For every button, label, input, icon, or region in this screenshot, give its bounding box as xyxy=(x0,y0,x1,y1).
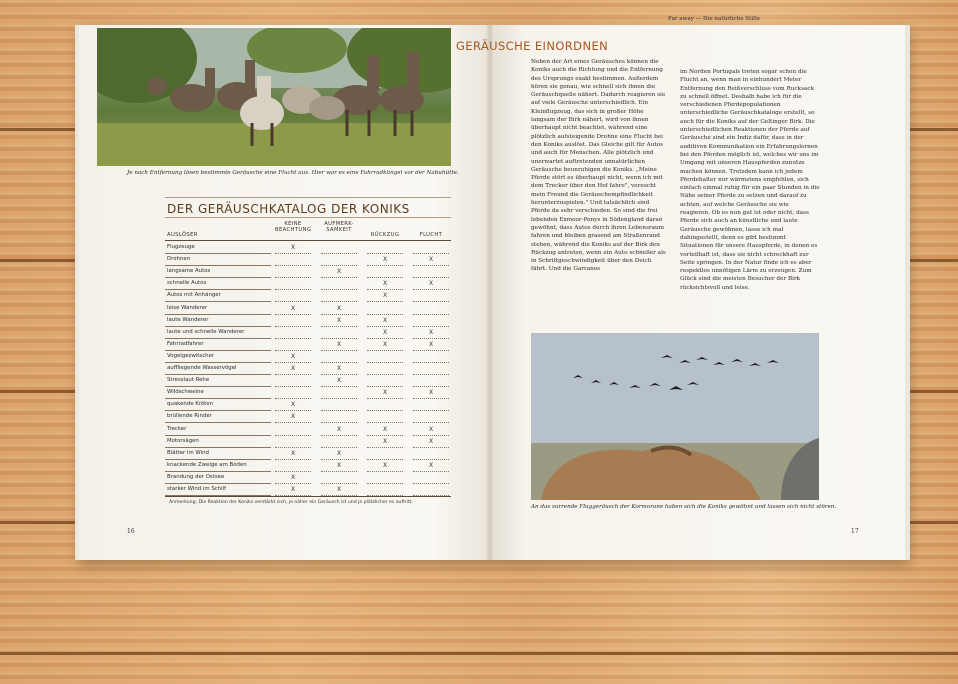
row-trigger-label: Motorsägen xyxy=(167,437,199,444)
row-trigger-label: knackende Zweige am Boden xyxy=(167,461,247,468)
table-row xyxy=(165,472,451,484)
page-number-right: 17 xyxy=(851,528,859,535)
row-trigger-label: schnelle Autos xyxy=(167,280,207,287)
row-trigger-label: Autos mit Anhänger xyxy=(167,292,221,299)
horses-photo-caption: Je nach Entfernung lösen bestimmte Geräusche eine Flucht aus. Hier war es eine Fahrradklingel vor der Nabuhütte. xyxy=(127,170,459,176)
reaction-mark: X xyxy=(428,461,434,469)
reaction-mark: X xyxy=(382,280,388,288)
reaction-mark: X xyxy=(336,365,342,372)
row-trigger-label: laute Wanderer xyxy=(167,316,209,323)
table-row xyxy=(165,315,451,327)
header-flight: FLUCHT xyxy=(419,232,443,238)
cormorants-photo-caption: An das surrende Fluggeräusch der Kormorane haben sich die Koniks gewöhnt und lassen sich nicht stören. xyxy=(531,504,837,510)
horses-photo-illustration xyxy=(97,28,451,166)
table-row xyxy=(165,290,451,302)
table-row xyxy=(165,327,451,339)
table-row xyxy=(165,387,451,399)
reaction-mark: X xyxy=(290,304,296,312)
reaction-mark: X xyxy=(428,389,434,397)
row-trigger-label: brüllende Rinder xyxy=(167,413,212,420)
reaction-mark: X xyxy=(290,473,296,481)
body-column-2-text: im Norden Portugals treten sogar schon die Flucht an, wenn man in einhundert Meter Entfernung den Reißverschluss vom Rucksack zu schnell öffnet. Deshalb habe ich für die verschiedenen Pferdepopulationen unterschiedliche Geräuschkataloge erstellt, so auch für die Koniks auf der Geltinger Birk. Die unterschiedlichen Reaktionen der Pferde auf Geräusche sind ein Indiz dafür, dass in der auditiven Kommunikation ein Erfahrungslernen bei den Pferden möglich ist, welches wir uns im Umgang mit unseren Hauspferden zunutze machen können. Trotzdem kann ich jedem Pferdehalter nur wärmstens empfehlen, sich einfach einmal ruhig für ein paar Stunden in die Nähe seiner Pferde zu setzen und darauf zu achten, auf welche Geräusche sie wie reagieren. Ob es nun gut ist oder nicht, dass Pferde sich auch an künstliche und laute Geräusche gewöhnen, lasse ich mal dahingestellt, denn es gibt bestimmt Situationen für unsere Hauspferde, in denen es vorteilhaft ist, dass sie nicht schreckhaft zur Seite springen. In der Natur finde ich es aber respektlos unnötigen Lärm zu erzeugen. Zum Glück sind die meisten Besucher der Birk rücksichtsvoll und leise. xyxy=(680,69,820,291)
reaction-mark: X xyxy=(428,328,434,336)
body-column-1 xyxy=(531,58,667,274)
table-row xyxy=(165,339,451,351)
cormorants-photo xyxy=(531,333,819,500)
table-row xyxy=(165,448,451,460)
reaction-mark: X xyxy=(336,377,342,385)
row-trigger-label: Vogelgezwitscher xyxy=(167,352,215,359)
header-retreat: RÜCKZUG xyxy=(370,232,400,238)
reaction-mark: X xyxy=(428,437,434,445)
row-trigger-label: quakende Kröten xyxy=(167,401,214,408)
reaction-mark: X xyxy=(290,401,296,409)
reaction-mark: X xyxy=(290,365,296,372)
reaction-mark: X xyxy=(382,292,388,300)
reaction-mark: X xyxy=(290,486,296,493)
row-trigger-label: Blätter im Wind xyxy=(167,449,209,456)
running-head: Far away — Die natürliche Stille xyxy=(668,16,761,22)
row-trigger-label: starker Wind im Schilf xyxy=(167,486,227,492)
row-trigger-label: Wildschweine xyxy=(167,389,204,396)
reaction-mark: X xyxy=(336,340,342,348)
row-trigger-label: Fahrradfahrer xyxy=(167,340,204,347)
row-trigger-label: Trecker xyxy=(167,425,187,432)
horses-photo xyxy=(97,28,451,166)
reaction-mark: X xyxy=(382,389,388,397)
reaction-mark: X xyxy=(428,340,434,348)
table-row xyxy=(165,242,451,254)
header-trigger: AUSLÖSER xyxy=(167,232,198,238)
table-row xyxy=(165,375,451,387)
reaction-mark: X xyxy=(428,425,434,433)
table-row xyxy=(165,278,451,290)
section-heading: GERÄUSCHE EINORDNEN xyxy=(456,39,609,53)
reaction-mark: X xyxy=(428,256,434,264)
row-trigger-label: leise Wanderer xyxy=(167,304,208,311)
row-trigger-label: laute und schnelle Wanderer xyxy=(167,328,245,335)
reaction-mark: X xyxy=(336,449,342,457)
table-title: DER GERÄUSCHKATALOG DER KONIKS xyxy=(167,202,410,216)
reaction-mark: X xyxy=(290,449,296,457)
row-trigger-label: Drohnen xyxy=(167,256,191,263)
book-gutter xyxy=(485,25,495,560)
reaction-mark: X xyxy=(336,268,342,276)
table-row xyxy=(165,363,451,375)
table-row xyxy=(165,399,451,411)
header-attention: AUFMERK-SAMKEIT xyxy=(324,221,354,233)
header-rule xyxy=(165,240,451,241)
reaction-mark: X xyxy=(382,256,388,264)
table-row xyxy=(165,424,451,436)
reaction-mark: X xyxy=(382,340,388,348)
reaction-mark: X xyxy=(382,437,388,445)
table-title-rule xyxy=(165,217,451,218)
reaction-mark: X xyxy=(382,425,388,433)
row-trigger-label: auffliegende Wasservögel xyxy=(167,365,237,371)
reaction-mark: X xyxy=(336,316,342,324)
body-column-2 xyxy=(680,68,820,292)
reaction-mark: X xyxy=(336,486,342,493)
row-trigger-label: Flugzeuge xyxy=(167,244,195,250)
cormorants-photo-illustration xyxy=(531,333,819,500)
reaction-mark: X xyxy=(428,280,434,288)
table-row xyxy=(165,266,451,278)
table-row xyxy=(165,254,451,266)
table-row xyxy=(165,484,451,496)
reaction-mark: X xyxy=(336,461,342,469)
body-column-1-text: Neben der Art eines Geräusches können die Koniks auch die Richtung und die Entfernung des Ursprungs exakt bestimmen. Außerdem hören sie genau, wie schnell sich ihnen die Geräuschquelle nähert. Dadurch reagieren sie auf viele Geräusche unterschiedlich. Ein Kleinflugzeug, das sich in großer Höhe langsam der Birk nähert, wird von ihnen überhaupt nicht beachtet, während eine plötzlich aufsteigende Drohne eine Flucht bei den Koniks auslöst. Das Gleiche gilt für Autos und auch für Menschen. Alle plötzlich und unerwartet auftretenden unnatürlichen Geräusche beunruhigen die Koniks. „Meine Pferde stört es überhaupt nicht, wenn ich mit dem Trecker über den Hof fahre", versucht mein Freund die Geräuschempfindlichkeit herunterzuspielen." Und tatsächlich sind Pferde da sehr verschieden. So sind die frei lebenden Exmoor-Ponys in Südengland daran gewöhnt, dass Autos durch ihren Lebensraum fahren und bleiben grasend am Straßenrand stehen, während die Koniks auf der Birk den Rückzug antreten, wenn ein Auto schneller als in Schrittgeschwindigkeit über den Deich fährt. Und die Garranos xyxy=(531,59,666,273)
reaction-mark: X xyxy=(382,328,388,336)
left-page xyxy=(75,25,493,560)
table-row xyxy=(165,460,451,472)
table-top-rule xyxy=(165,197,451,198)
row-trigger-label: Stresslaut Rehe xyxy=(167,377,210,384)
reaction-mark: X xyxy=(290,352,296,360)
reaction-mark: X xyxy=(290,244,296,251)
header-no-attention: KEINE BEACHTUNG xyxy=(275,221,312,233)
table-row xyxy=(165,436,451,448)
table-row xyxy=(165,303,451,315)
row-trigger-label: Brandung der Ostsee xyxy=(167,473,225,480)
table-row xyxy=(165,411,451,423)
reaction-mark: X xyxy=(382,461,388,469)
reaction-mark: X xyxy=(290,413,296,421)
reaction-mark: X xyxy=(382,316,388,324)
table-row xyxy=(165,351,451,363)
page-number-left: 16 xyxy=(127,528,135,535)
reaction-mark: X xyxy=(336,304,342,312)
table-bottom-rule xyxy=(165,496,451,497)
table-note: Anmerkung: Die Reaktion der Koniks verstärkt sich, je näher ein Geräusch ist und je plötzlicher es auftritt. xyxy=(169,500,414,505)
row-trigger-label: langsame Autos xyxy=(167,268,211,275)
reaction-mark: X xyxy=(336,425,342,433)
